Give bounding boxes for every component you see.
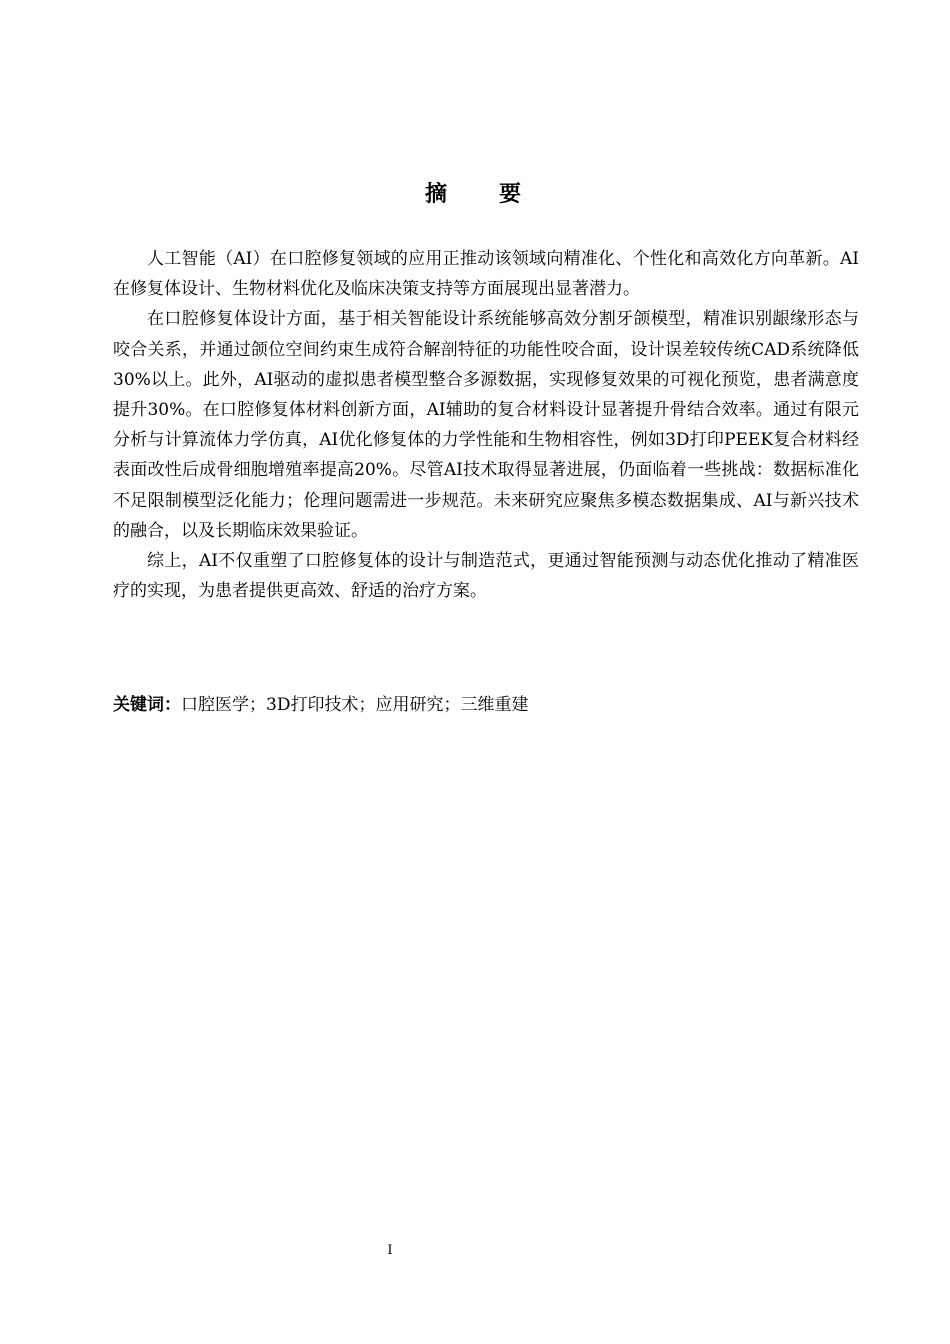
abstract-body (113, 244, 859, 606)
page-number: I (387, 1243, 393, 1258)
abstract-paragraph-1: 人工智能（AI）在口腔修复领域的应用正推动该领域向精准化、个性化和高效化方向革新。AI在修复体设计、生物材料优化及临床决策支持等方面展现出显著潜力。 (113, 249, 859, 300)
abstract-title (0, 178, 950, 212)
abstract-paragraph-3: 综上，AI不仅重塑了口腔修复体的设计与制造范式，更通过智能预测与动态优化推动了精准医疗的实现，为患者提供更高效、舒适的治疗方案。 (113, 551, 859, 602)
keywords-label: 关键词： (113, 695, 181, 715)
keywords-text: 口腔医学；3D打印技术；应用研究；三维重建 (181, 695, 529, 715)
keywords-line (113, 690, 859, 720)
abstract-paragraph-2: 在口腔修复体设计方面，基于相关智能设计系统能够高效分割牙颌模型，精准识别龈缘形态与咬合关系，并通过颌位空间约束生成符合解剖特征的功能性咬合面，设计误差较传统CAD系统降低30%以上。此外，AI驱动的虚拟患者模型整合多源数据，实现修复效果的可视化预览，患者满意度提升30%。在口腔修复体材料创新方面，AI辅助的复合材料设计显著提升骨结合效率。通过有限元分析与计算流体力学仿真，AI优化修复体的力学性能和生物相容性，例如3D打印PEEK复合材料经表面改性后成骨细胞增殖率提高20%。尽管AI技术取得显著进展，仍面临着一些挑战：数据标准化不足限制模型泛化能力；伦理问题需进一步规范。未来研究应聚焦多模态数据集成、AI与新兴技术的融合，以及长期临床效果验证。 (113, 309, 859, 541)
title-char-1: 摘 (424, 182, 451, 207)
title-char-2: 要 (499, 182, 526, 207)
